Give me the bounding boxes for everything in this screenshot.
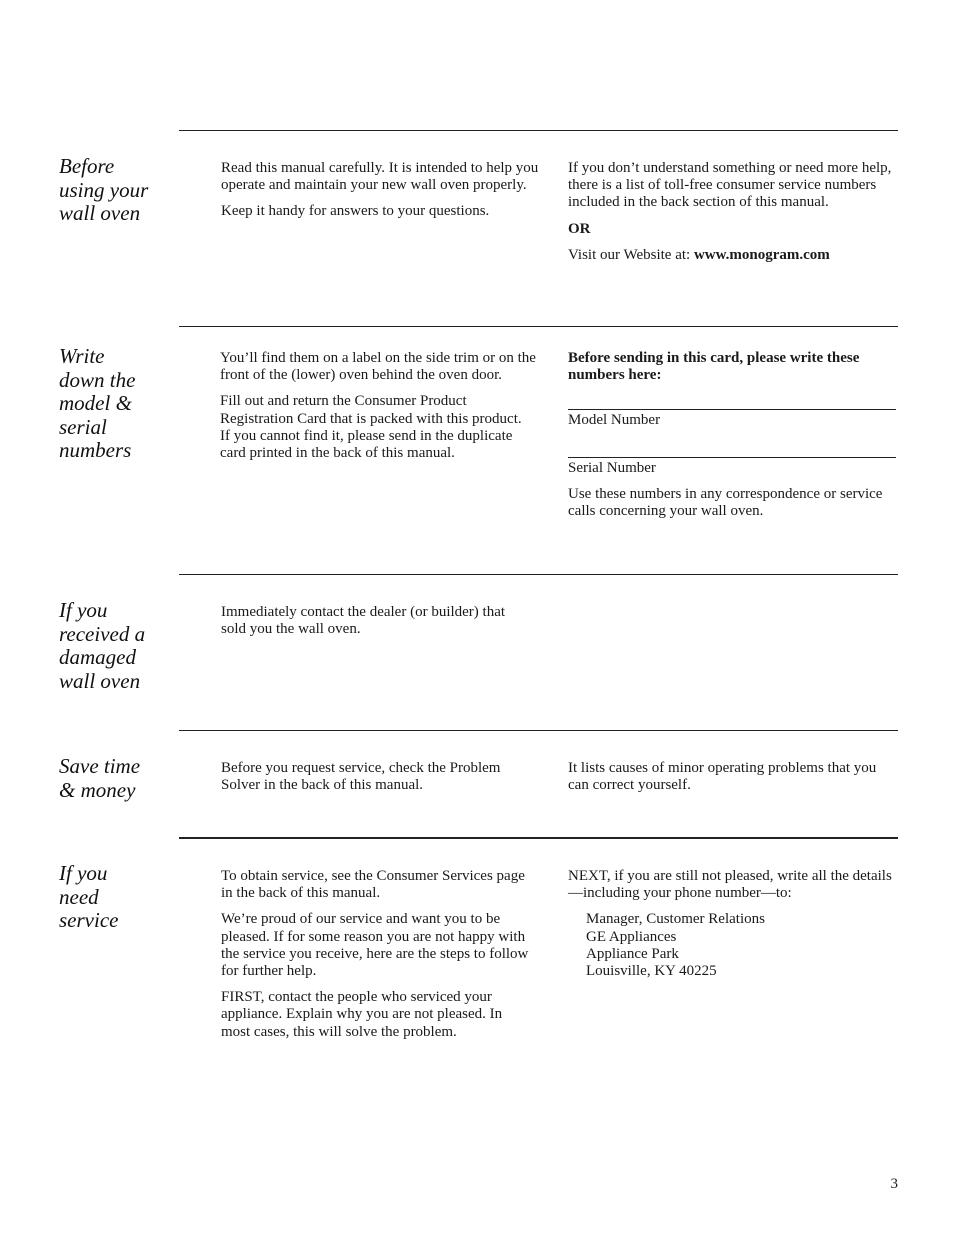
section-heading-damaged: If you received a damaged wall oven: [59, 598, 146, 693]
paragraph: Use these numbers in any correspondence or service calls concerning your wall oven.: [568, 485, 883, 520]
or-label: OR: [568, 220, 591, 237]
address-line: Louisville, KY 40225: [586, 963, 717, 980]
save-time-right-column: [568, 760, 898, 803]
paragraph: You’ll find them on a label on the side trim or on the front of the (lower) oven behind the oven door.: [220, 350, 536, 384]
serial-number-label: Serial Number: [568, 459, 656, 476]
write-down-right-column: [568, 350, 898, 529]
before-using-left-column: [221, 160, 543, 230]
instruction: Before sending in this card, please write these numbers here:: [568, 350, 860, 384]
section-heading-before-using: Before using your wall oven: [59, 154, 149, 225]
model-number-line[interactable]: [568, 409, 896, 429]
write-down-left-column: [220, 350, 542, 471]
website-prefix: Visit our Website at:: [568, 246, 694, 263]
paragraph: We’re proud of our service and want you to be pleased. If for some reason you are not happy with the service you receive, here are the steps to follow for further help.: [221, 911, 529, 980]
section-heading-save-time: Save time & money: [59, 754, 141, 802]
section-divider: [179, 574, 898, 575]
paragraph: Immediately contact the dealer (or builder) that sold you the wall oven.: [221, 604, 506, 638]
mailing-address: [568, 911, 898, 980]
paragraph: It lists causes of minor operating problems that you can correct yourself.: [568, 760, 877, 794]
paragraph: To obtain service, see the Consumer Services page in the back of this manual.: [221, 868, 525, 902]
section-divider: [179, 130, 898, 131]
section-heading-need-service: If you need service: [59, 861, 119, 932]
page-number: 3: [890, 1176, 898, 1192]
section-heading-write-down: Write down the model & serial numbers: [59, 344, 136, 462]
section-divider: [179, 730, 898, 731]
section-divider: [179, 837, 898, 839]
service-left-column: [221, 868, 543, 1050]
website-line: [568, 247, 898, 264]
damaged-left-column: [221, 604, 543, 647]
model-number-label: Model Number: [568, 412, 661, 429]
paragraph: Keep it handy for answers to your questions.: [221, 203, 490, 220]
paragraph: Read this manual carefully. It is intended to help you operate and maintain your new wall oven properly.: [221, 160, 539, 194]
service-right-column: [568, 868, 898, 980]
address-line: Appliance Park: [586, 945, 679, 962]
address-line: Manager, Customer Relations: [586, 911, 765, 928]
website-link[interactable]: www.monogram.com: [693, 246, 830, 263]
paragraph: FIRST, contact the people who serviced your appliance. Explain why you are not pleased. In most cases, this will solve the problem.: [221, 989, 503, 1040]
paragraph: If you don’t understand something or need more help, there is a list of toll-free consumer service numbers included in the back section of this manual.: [568, 160, 892, 211]
address-line: GE Appliances: [586, 928, 677, 945]
section-divider: [179, 326, 898, 327]
save-time-left-column: [221, 760, 543, 803]
paragraph: NEXT, if you are still not pleased, write all the details—including your phone number—to:: [568, 868, 892, 902]
paragraph: Before you request service, check the Problem Solver in the back of this manual.: [221, 760, 501, 794]
serial-number-line[interactable]: [568, 457, 896, 477]
before-using-right-column: [568, 160, 898, 273]
paragraph: Fill out and return the Consumer Product Registration Card that is packed with this product. If you cannot find it, please send in the duplicate card printed in the back of this manual.: [220, 393, 522, 462]
